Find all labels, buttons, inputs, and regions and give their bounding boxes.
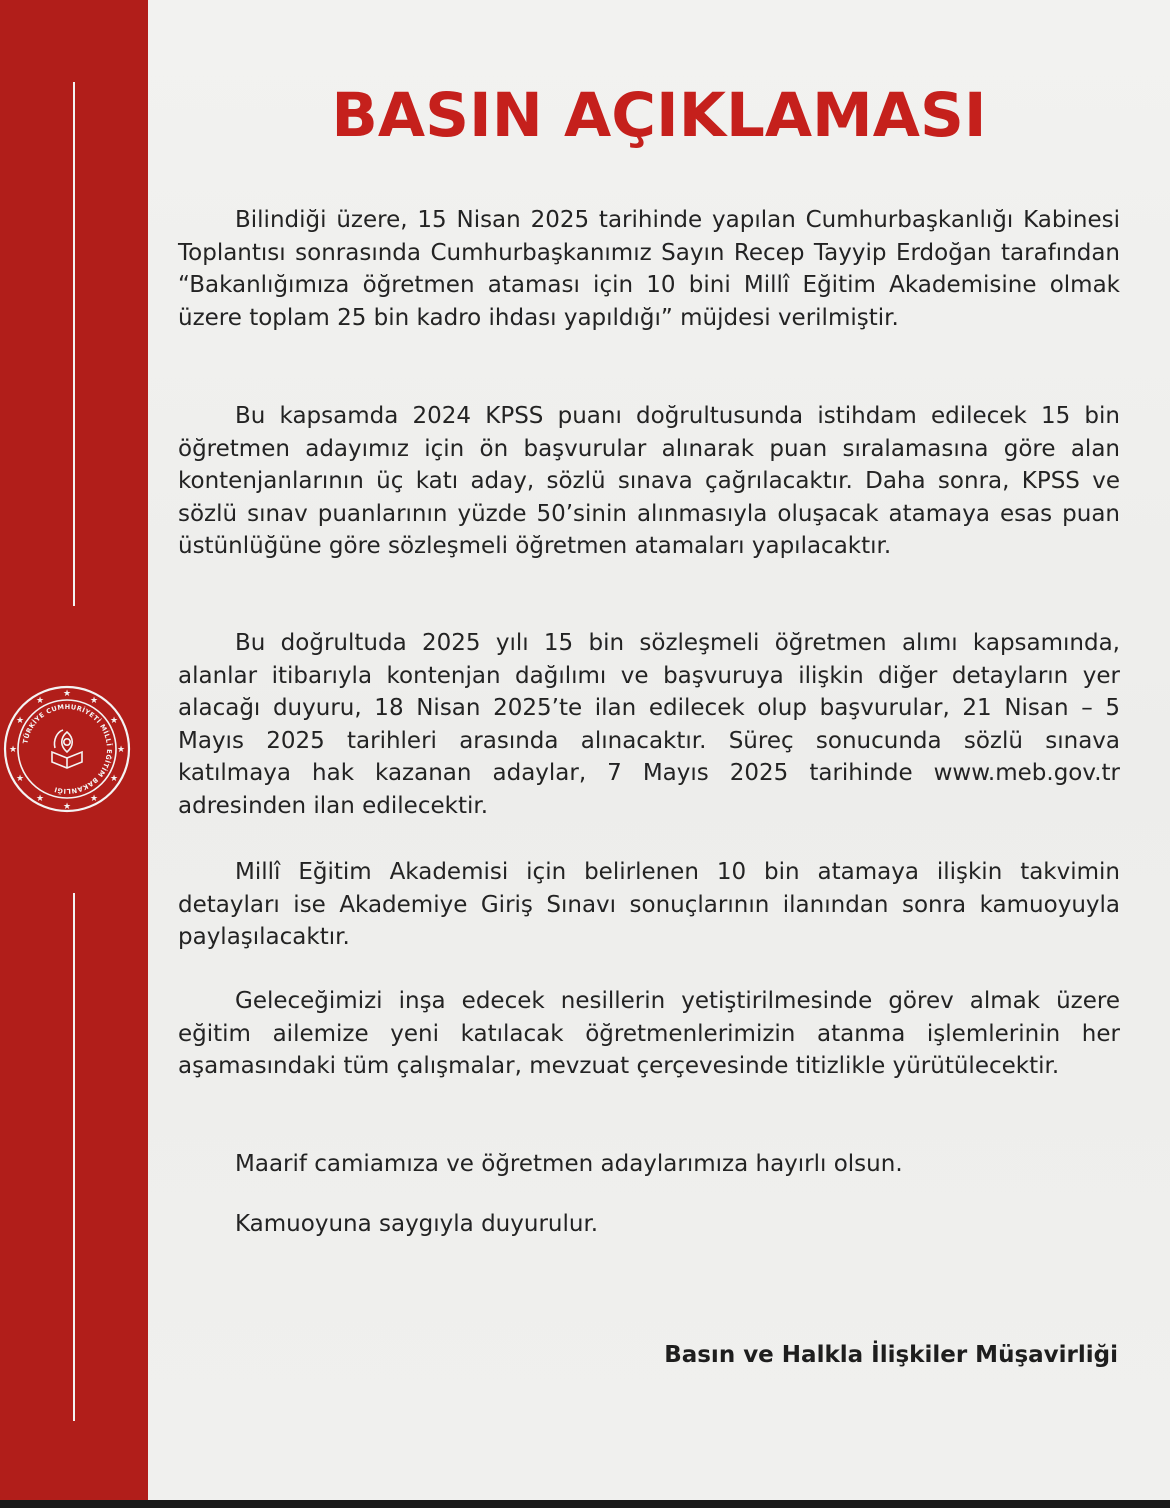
paragraph-7: Kamuoyuna saygıyla duyurulur. [235, 1211, 599, 1237]
svg-text:★: ★ [8, 745, 18, 755]
paragraph-6: Maarif camiamıza ve öğretmen adaylarımıza hayırlı olsun. [235, 1151, 903, 1177]
svg-text:★: ★ [62, 802, 72, 812]
meb-seal-icon [0, 682, 134, 816]
svg-text:★: ★ [35, 696, 45, 706]
svg-text:★: ★ [15, 716, 25, 726]
svg-text:★: ★ [109, 716, 119, 726]
sidebar-divider-bottom [73, 893, 75, 1421]
seal-text: TÜRKİYE CUMHURİYETİ MİLLÎ EĞİTİM BAKANLIĞI [21, 702, 114, 796]
paragraph-3: Bu doğrultuda 2025 yılı 15 bin sözleşmeli öğretmen alımı kapsamında, alanlar itibarıyla kontenjan dağılımı ve başvuruya ilişkin diğer detayların yer alacağı duyuru, 18 Nisan 2025’te ilan edilecek olup başvurular, 21 Nisan – 5 Mayıs 2025 tarihleri arasında alınacaktır. Süreç sonucunda sözlü sınava katılmaya hak kazanan adaylar, 7 Mayıs 2025 tarihinde www.meb.gov.tr adresinden ilan edilecektir. [178, 630, 1120, 819]
sidebar-divider-top [73, 82, 75, 606]
svg-text:★: ★ [15, 774, 25, 784]
svg-text:★: ★ [89, 794, 99, 804]
svg-text:★: ★ [109, 774, 119, 784]
svg-text:★: ★ [62, 689, 72, 699]
paragraph-2: Bu kapsamda 2024 KPSS puanı doğrultusunda istihdam edilecek 15 bin öğretmen adayımız için ön başvurular alınarak puan sıralamasına göre alan kontenjanlarının üç katı aday, sözlü sınava çağrılacaktır. Daha sonra, KPSS ve sözlü sınav puanlarının yüzde 50’sinin alınmasıyla oluşacak atamaya esas puan üstünlüğüne göre sözleşmeli öğretmen atamaları yapılacaktır. [178, 403, 1120, 560]
left-sidebar [0, 0, 148, 1508]
press-release-document [148, 0, 1170, 1508]
svg-text:★: ★ [35, 794, 45, 804]
paragraph-5: Geleceğimizi inşa edecek nesillerin yetiştirilmesinde görev almak üzere eğitim ailemize yeni katılacak öğretmenlerimizin atanma işlemlerinin her aşamasındaki tüm çalışmalar, mevzuat çerçevesinde titizlikle yürütülecektir. [178, 988, 1120, 1080]
bottom-border [0, 1500, 1170, 1508]
page-title: BASIN AÇIKLAMASI [331, 80, 987, 151]
seal-emblem [52, 730, 82, 768]
svg-text:★: ★ [89, 696, 99, 706]
paragraph-4: Millî Eğitim Akademisi için belirlenen 10 bin atamaya ilişkin takvimin detayları ise Akademiye Giriş Sınavı sonuçlarının ilanından sonra kamuoyuyla paylaşılacaktır. [178, 859, 1120, 951]
paragraph-1: Bilindiği üzere, 15 Nisan 2025 tarihinde yapılan Cumhurbaşkanlığı Kabinesi Toplantısı sonrasında Cumhurbaşkanımız Sayın Recep Tayyip Erdoğan tarafından “Bakanlığımıza öğretmen ataması için 10 bini Millî Eğitim Akademisine olmak üzere toplam 25 bin kadro ihdası yapıldığı” müjdesi verilmiştir. [178, 207, 1120, 331]
signature: Basın ve Halkla İlişkiler Müşavirliği [664, 1342, 1118, 1368]
svg-text:★: ★ [116, 745, 126, 755]
